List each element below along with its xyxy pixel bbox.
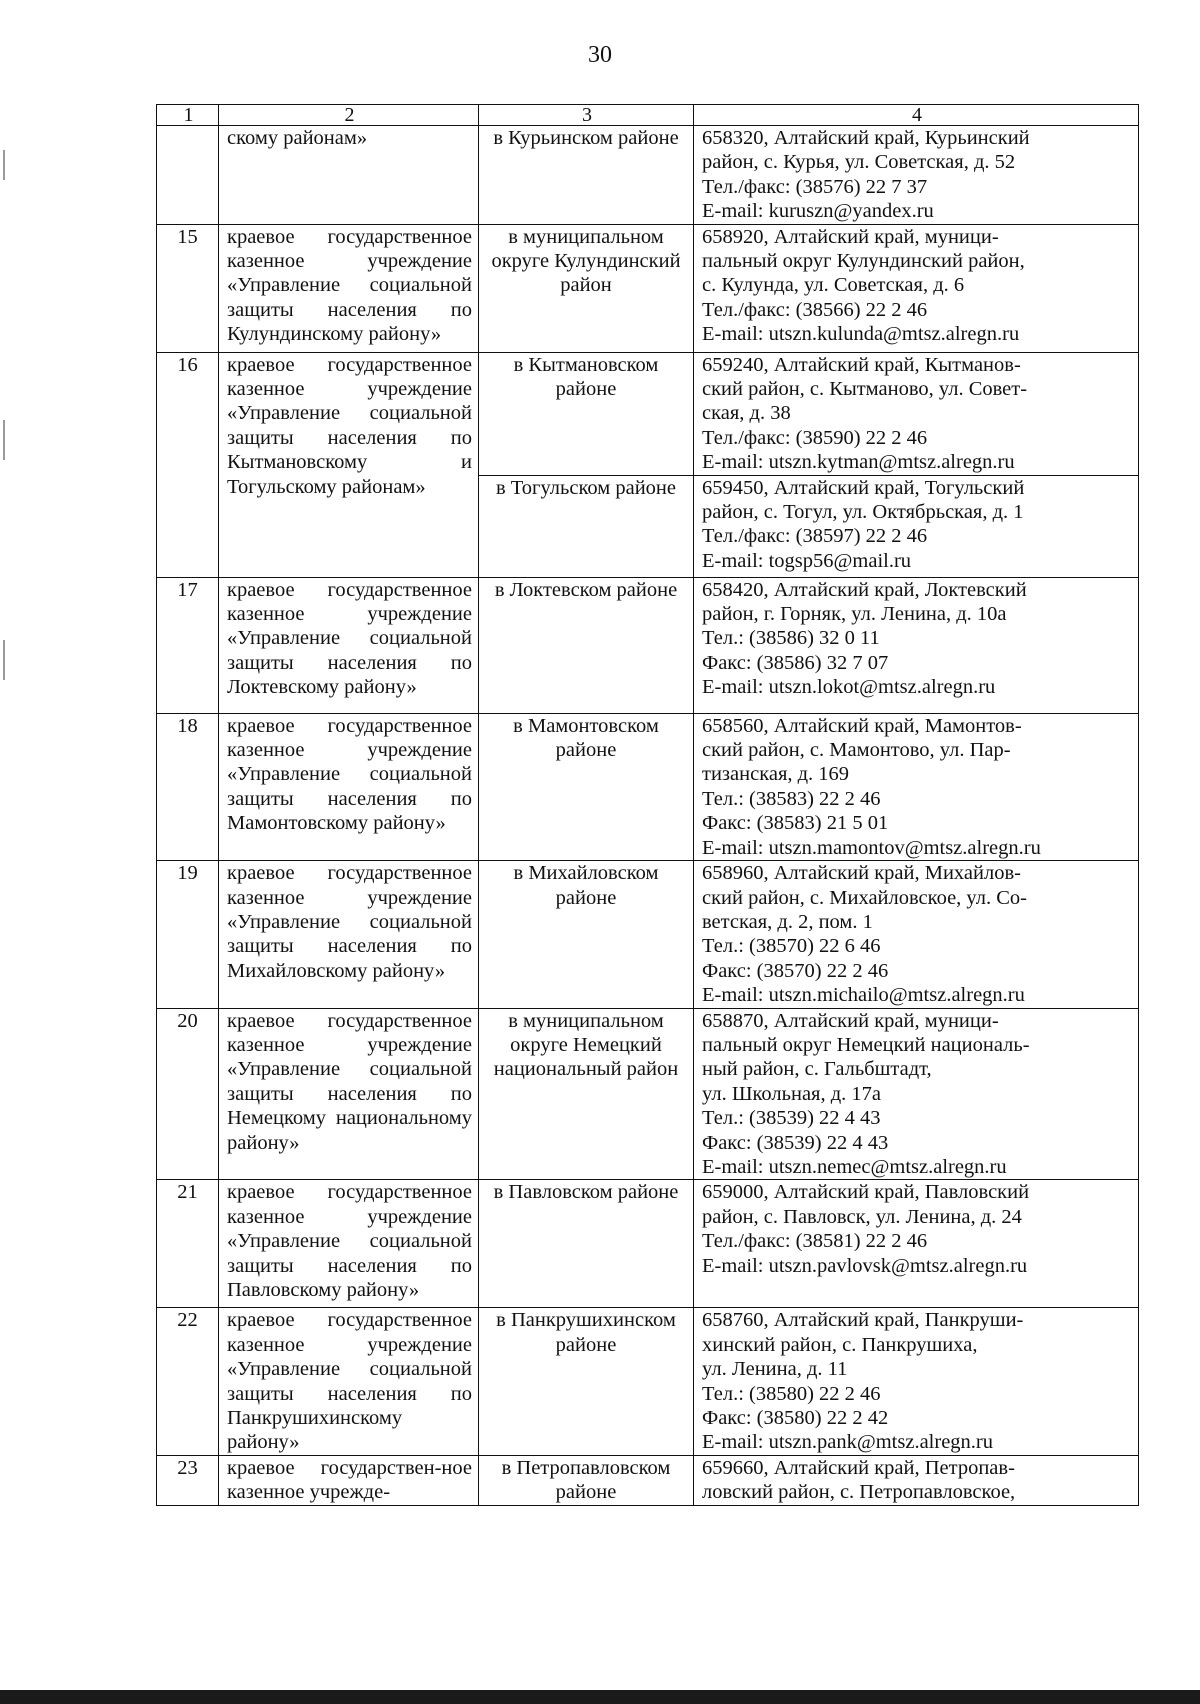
address-line: 658760, Алтайский край, Панкруши- <box>702 1309 1024 1332</box>
institution-name: краевое государственное казенное учреждение «Управление социальной защиты населения по Панкрушихинскому району» <box>219 1308 479 1455</box>
address-line: с. Кулунда, ул. Советская, д. 6 <box>702 274 965 297</box>
address-line: хинский район, с. Панкрушиха, <box>702 1333 978 1356</box>
district-name: в Курьинском районе <box>479 126 694 225</box>
address-line: район, г. Горняк, ул. Ленина, д. 10а <box>702 603 1007 626</box>
row-number: 22 <box>157 1308 219 1455</box>
institution-name: краевое государственное казенное учреждение «Управление социальной защиты населения по Михайловскому району» <box>219 861 479 1008</box>
column-number: 2 <box>219 105 479 126</box>
table-row <box>157 713 1139 860</box>
address-line: 658420, Алтайский край, Локтевский <box>702 578 1027 601</box>
district-name: в Петропавловском районе <box>479 1455 694 1505</box>
address-line: Тел./факс: (38590) 22 2 46 <box>702 426 928 449</box>
page-number: 30 <box>588 42 612 68</box>
institution-name: краевое государственное казенное учреждение «Управление социальной защиты населения по Кулундинскому району» <box>219 224 479 352</box>
table-row <box>157 1008 1139 1180</box>
address-line: ская, д. 38 <box>702 402 791 425</box>
column-number: 4 <box>694 105 1139 126</box>
row-number: 17 <box>157 577 219 713</box>
address-line: район, с. Павловск, ул. Ленина, д. 24 <box>702 1205 1022 1228</box>
address-line: E-mail: utszn.nemec@mtsz.alregn.ru <box>702 1155 1007 1178</box>
address-line: Факс: (38580) 22 2 42 <box>702 1407 889 1429</box>
address-line: ский район, с. Михайловское, ул. Со- <box>702 886 1027 909</box>
address-line: ский район, с. Кытманово, ул. Совет- <box>702 378 1028 401</box>
address-contacts <box>694 577 1139 713</box>
address-line: 659240, Алтайский край, Кытманов- <box>702 353 1021 376</box>
address-line: 658920, Алтайский край, муници- <box>702 225 999 248</box>
address-line: E-mail: utszn.kulunda@mtsz.alregn.ru <box>702 323 1020 346</box>
address-line: район, с. Тогул, ул. Октябрьская, д. 1 <box>702 501 1024 524</box>
address-line: 659450, Алтайский край, Тогульский <box>702 476 1025 499</box>
table-body <box>157 126 1139 1506</box>
district-name: в Мамонтовском районе <box>479 713 694 860</box>
table-row <box>157 1455 1139 1505</box>
institution-name: краевое государствен-ное казенное учрежде- <box>219 1455 479 1505</box>
district-name: в Локтевском районе <box>479 577 694 713</box>
address-line: E-mail: utszn.lokot@mtsz.alregn.ru <box>702 676 996 699</box>
table-row <box>157 1308 1139 1455</box>
address-line: Тел./факс: (38576) 22 7 37 <box>702 175 928 198</box>
address-line: E-mail: utszn.pank@mtsz.alregn.ru <box>702 1431 993 1454</box>
row-number: 20 <box>157 1008 219 1180</box>
address-line: Тел.: (38539) 22 4 43 <box>702 1107 881 1130</box>
address-line: район, с. Курья, ул. Советская, д. 52 <box>702 151 1016 174</box>
institution-name: скому районам» <box>219 126 479 225</box>
table-row <box>157 224 1139 352</box>
column-number: 3 <box>479 105 694 126</box>
address-line: ветская, д. 2, пом. 1 <box>702 910 873 933</box>
district-name: в Тогульском районе <box>479 475 694 577</box>
address-line: E-mail: utszn.michailo@mtsz.alregn.ru <box>702 984 1025 1007</box>
institution-name: краевое государственное казенное учреждение «Управление социальной защиты населения по Локтевскому району» <box>219 577 479 713</box>
institutions-table <box>156 104 1139 1506</box>
address-line: тизанская, д. 169 <box>702 763 850 786</box>
address-line: E-mail: togsp56@mail.ru <box>702 549 912 572</box>
table-row <box>157 126 1139 225</box>
page-bottom-edge <box>0 1690 1200 1704</box>
district-name: в Панкрушихинском районе <box>479 1308 694 1455</box>
address-contacts <box>694 1455 1139 1505</box>
address-line: пальный округ Кулундинский район, <box>702 250 1025 273</box>
row-number: 19 <box>157 861 219 1008</box>
address-line: Факс: (38586) 32 7 07 <box>702 651 889 674</box>
address-contacts <box>694 861 1139 1008</box>
address-line: 659000, Алтайский край, Павловский <box>702 1181 1030 1204</box>
row-number: 15 <box>157 224 219 352</box>
column-number-row <box>157 105 1139 126</box>
address-contacts <box>694 475 1139 577</box>
address-line: Факс: (38539) 22 4 43 <box>702 1131 889 1154</box>
address-line: Тел./факс: (38581) 22 2 46 <box>702 1230 928 1253</box>
address-line: ул. Ленина, д. 11 <box>702 1358 848 1381</box>
row-number <box>157 126 219 225</box>
address-line: Тел./факс: (38597) 22 2 46 <box>702 525 928 548</box>
address-line: Тел.: (38580) 22 2 46 <box>702 1382 881 1405</box>
row-number: 16 <box>157 352 219 577</box>
row-number: 18 <box>157 713 219 860</box>
address-line: Тел./факс: (38566) 22 2 46 <box>702 298 928 321</box>
table-row <box>157 577 1139 713</box>
district-name: в Михайловском районе <box>479 861 694 1008</box>
address-line: 658870, Алтайский край, муници- <box>702 1009 999 1032</box>
institution-name: краевое государственное казенное учреждение «Управление социальной защиты населения по Мамонтовскому району» <box>219 713 479 860</box>
institution-name: краевое государственное казенное учреждение «Управление социальной защиты населения по Кытмановскому и Тогульскому районам» <box>219 352 479 577</box>
row-number: 21 <box>157 1180 219 1308</box>
address-contacts <box>694 352 1139 475</box>
address-line: E-mail: utszn.kytman@mtsz.alregn.ru <box>702 451 1015 474</box>
address-line: Тел.: (38583) 22 2 46 <box>702 787 881 810</box>
address-contacts <box>694 1308 1139 1455</box>
institution-name: краевое государственное казенное учреждение «Управление социальной защиты населения по Немецкому национальному району» <box>219 1008 479 1180</box>
address-line: E-mail: utszn.pavlovsk@mtsz.alregn.ru <box>702 1254 1028 1277</box>
address-line: Тел.: (38586) 32 0 11 <box>702 627 880 650</box>
scan-artifact <box>3 640 5 680</box>
district-name: в муниципальном округе Кулундинский район <box>479 224 694 352</box>
table-row <box>157 861 1139 1008</box>
scan-artifact <box>3 420 5 460</box>
address-line: ный район, с. Гальбштадт, <box>702 1058 932 1081</box>
address-line: ловский район, с. Петропавловское, <box>702 1481 1016 1504</box>
address-line: 658960, Алтайский край, Михайлов- <box>702 862 1021 885</box>
district-name: в Кытмановском районе <box>479 352 694 475</box>
address-contacts <box>694 1008 1139 1180</box>
address-line: Факс: (38570) 22 2 46 <box>702 959 889 982</box>
institution-name: краевое государственное казенное учреждение «Управление социальной защиты населения по Павловскому району» <box>219 1180 479 1308</box>
address-line: Тел.: (38570) 22 6 46 <box>702 935 881 958</box>
district-name: в Павловском районе <box>479 1180 694 1308</box>
address-line: 658560, Алтайский край, Мамонтов- <box>702 714 1022 737</box>
address-line: 658320, Алтайский край, Курьинский <box>702 127 1030 149</box>
row-number: 23 <box>157 1455 219 1505</box>
address-line: 659660, Алтайский край, Петропав- <box>702 1456 1015 1479</box>
table-row <box>157 352 1139 475</box>
address-contacts <box>694 713 1139 860</box>
address-contacts <box>694 126 1139 225</box>
address-line: Факс: (38583) 21 5 01 <box>702 812 889 835</box>
address-contacts <box>694 1180 1139 1308</box>
address-line: ул. Школьная, д. 17а <box>702 1082 882 1105</box>
district-name: в муниципальном округе Немецкий национальный район <box>479 1008 694 1180</box>
table-row <box>157 1180 1139 1308</box>
address-line: ский район, с. Мамонтово, ул. Пар- <box>702 739 1011 762</box>
address-line: пальный округ Немецкий националь- <box>702 1033 1030 1056</box>
column-number: 1 <box>157 105 219 126</box>
address-contacts <box>694 224 1139 352</box>
address-line: E-mail: utszn.mamontov@mtsz.alregn.ru <box>702 836 1041 859</box>
address-line: E-mail: kuruszn@yandex.ru <box>702 200 934 223</box>
scan-artifact <box>3 150 5 180</box>
